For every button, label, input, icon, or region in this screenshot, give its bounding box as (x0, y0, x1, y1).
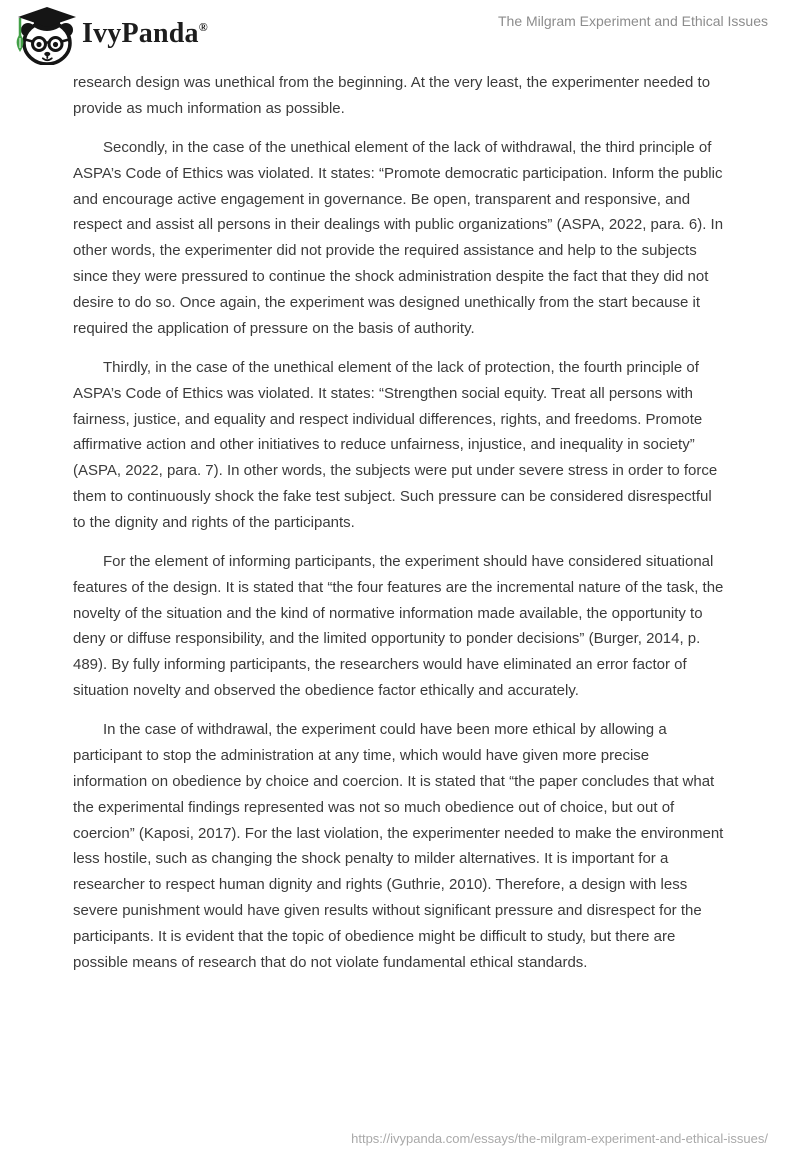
paragraph: For the element of informing participants, the experiment should have considered situational features of the design. It is stated that “the four features are the incremental nature of the task, the novelty of the situation and the kind of normative information made available, the opportunity to deny or diffuse responsibility, and the limited opportunity to ponder decisions” (Burger, 2014, p. 489). By fully informing participants, the researchers would have eliminated an error factor of situation novelty and observed the obedience factor ethically and accurately. (73, 553, 724, 700)
paragraph: In the case of withdrawal, the experiment could have been more ethical by allowing a participant to stop the administration at any time, which would have given more precise information on obedience by choice and coercion. It is stated that “the paper concludes that what the experimental findings represented was not so much obedience out of choice, but out of coercion” (Kaposi, 2017). For the last violation, the experimenter needed to make the environment less hostile, such as changing the shock penalty to milder alternatives. It is important for a researcher to respect human dignity and rights (Guthrie, 2010). Therefore, a design with less severe punishment would have given results without significant pressure and disrespect for the participants. It is evident that the topic of obedience might be difficult to study, but there are possible means of research that do not violate fundamental ethical standards. (73, 721, 724, 971)
paragraph: Secondly, in the case of the unethical element of the lack of withdrawal, the third principle of ASPA’s Code of Ethics was violated. It states: “Promote democratic participation. Inform the public and encourage active engagement in governance. Be open, transparent and responsive, and respect and assist all persons in their dealings with public organizations” (ASPA, 2022, para. 6). In other words, the experimenter did not provide the required assistance and help to the subjects since they were pressured to continue the shock administration despite the fact that they did not desire to do so. Once again, the experiment was designed unethically from the start because it required the application of pressure on the basis of authority. (73, 139, 724, 337)
paragraph: research design was unethical from the beginning. At the very least, the experimenter needed to provide as much information as possible. (73, 74, 711, 117)
document-title: The Milgram Experiment and Ethical Issues (498, 13, 768, 29)
ivypanda-logo (16, 5, 208, 67)
registered-trademark-symbol: ® (198, 20, 208, 34)
panda-graduate-icon (16, 7, 78, 65)
essay-body (73, 70, 725, 989)
logo-wordmark (82, 5, 208, 67)
header (0, 0, 800, 70)
source-url[interactable]: https://ivypanda.com/essays/the-milgram-experiment-and-ethical-issues/ (351, 1131, 768, 1146)
paragraph: Thirdly, in the case of the unethical element of the lack of protection, the fourth principle of ASPA’s Code of Ethics was violated. It states: “Strengthen social equity. Treat all persons with fairness, justice, and equality and respect individual differences, rights, and freedoms. Promote affirmative action and other initiatives to reduce unfairness, injustice, and inequality in society” (ASPA, 2022, para. 7). In other words, the subjects were put under severe stress in order to force them to continuously shock the fake test subject. Such pressure can be considered disrespectful to the dignity and rights of the participants. (73, 358, 718, 531)
logo-brand-name: IvyPanda (82, 18, 199, 49)
